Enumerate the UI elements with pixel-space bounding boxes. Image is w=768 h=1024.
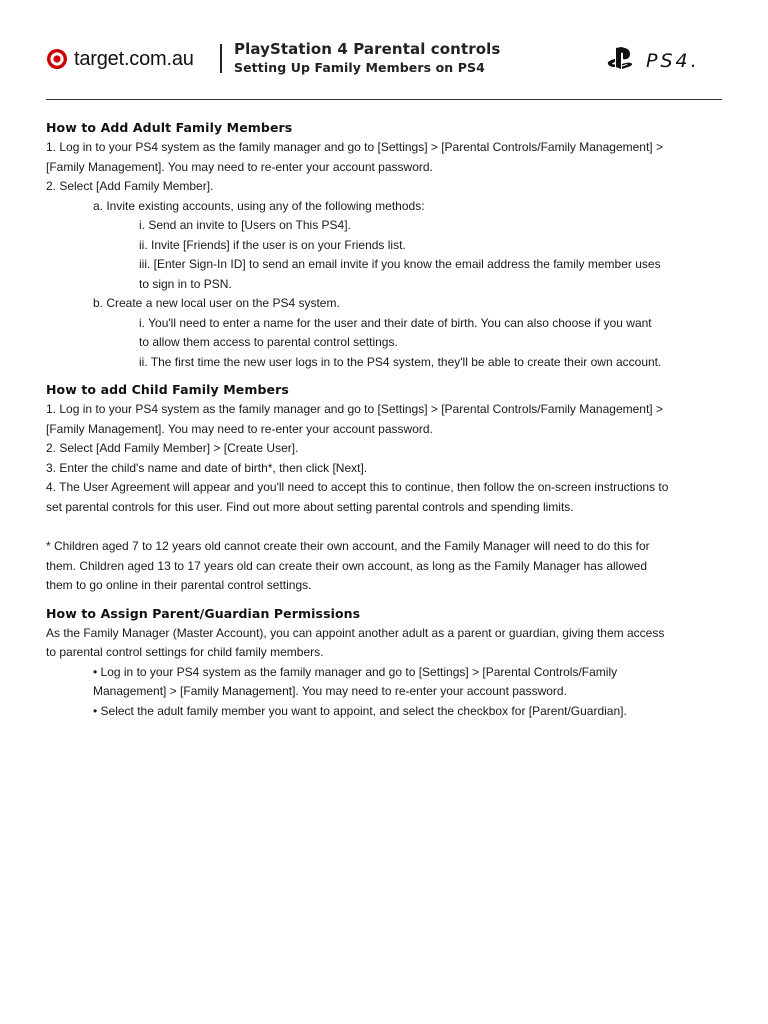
spacer: [46, 596, 726, 604]
header-rule: [46, 99, 722, 100]
intro-text: to parental control settings for child family members.: [46, 645, 324, 659]
bullet-text: • Log in to your PS4 system as the family manager and go to [Settings] > [Parental Controls/Family: [93, 664, 618, 679]
target-logo[interactable]: [46, 46, 194, 72]
section-heading: How to add Child Family Members: [46, 382, 289, 397]
section-heading: How to Assign Parent/Guardian Permissions: [46, 605, 361, 621]
substep-text: to sign in to PSN.: [139, 276, 232, 291]
substep-text: a. Invite existing accounts, using any of the following methods:: [93, 198, 425, 213]
step-text: [Family Management]. You may need to re-enter your account password.: [46, 159, 433, 174]
section-guardian-permissions: [46, 604, 726, 722]
bullet-text: Management] > [Family Management]. You may need to re-enter your account password.: [93, 684, 567, 698]
footnote-text: * Children aged 7 to 12 years old cannot create their own account, and the Family Manager will need to do this for: [46, 539, 650, 553]
ps4-logo-text: PS4.: [646, 50, 700, 72]
step-text: 1. Log in to your PS4 system as the family manager and go to [Settings] > [Parental Controls/Family Management] >: [46, 402, 663, 416]
step-text: 2. Select [Add Family Member] > [Create User].: [46, 441, 299, 455]
document-body: [46, 118, 726, 721]
ps4-logo: [606, 46, 726, 72]
document-title: PlayStation 4 Parental controls: [234, 40, 501, 58]
brand-text: target.com.au: [74, 47, 194, 70]
footnote-text: them to go online in their parental control settings.: [46, 578, 312, 592]
document-subtitle: Setting Up Family Members on PS4: [234, 60, 485, 75]
page-header: [0, 0, 768, 100]
intro-text: As the Family Manager (Master Account), you can appoint another adult as a parent or guardian, giving them access: [46, 625, 665, 640]
substep-text: ii. Invite [Friends] if the user is on your Friends list.: [139, 237, 406, 252]
section-adult-members: [46, 118, 726, 372]
step-text: 2. Select [Add Family Member].: [46, 179, 214, 193]
title-block: [234, 40, 500, 76]
step-text: 4. The User Agreement will appear and you'll need to accept this to continue, then follow the on-screen instructions to: [46, 480, 669, 494]
spacer: [46, 517, 726, 537]
substep-text: iii. [Enter Sign-In ID] to send an email invite if you know the email address the family member uses: [139, 257, 661, 271]
target-bullseye-icon: [46, 48, 68, 70]
step-text: 1. Log in to your PS4 system as the family manager and go to [Settings] > [Parental Controls/Family Management] >: [46, 140, 663, 154]
section-child-members: [46, 380, 726, 596]
substep-text: b. Create a new local user on the PS4 system.: [93, 296, 340, 310]
step-text: 3. Enter the child's name and date of birth*, then click [Next].: [46, 460, 368, 475]
substep-text: ii. The first time the new user logs in to the PS4 system, they'll be able to create their own account.: [139, 354, 662, 369]
section-heading: How to Add Adult Family Members: [46, 120, 293, 135]
substep-text: i. Send an invite to [Users on This PS4].: [139, 218, 351, 232]
step-text: set parental controls for this user. Find out more about setting parental controls and spending limits.: [46, 499, 574, 514]
header-divider: [220, 44, 222, 73]
substep-text: i. You'll need to enter a name for the user and their date of birth. You can also choose if you want: [139, 315, 652, 330]
step-text: [Family Management]. You may need to re-enter your account password.: [46, 421, 433, 436]
footnote-text: them. Children aged 13 to 17 years old can create their own account, as long as the Family Manager has allowed: [46, 558, 648, 573]
playstation-symbol-icon: [608, 47, 632, 69]
substep-text: to allow them access to parental control settings.: [139, 335, 398, 349]
bullet-text: • Select the adult family member you want to appoint, and select the checkbox for [Parent/Guardian].: [93, 703, 627, 718]
spacer: [46, 372, 726, 380]
